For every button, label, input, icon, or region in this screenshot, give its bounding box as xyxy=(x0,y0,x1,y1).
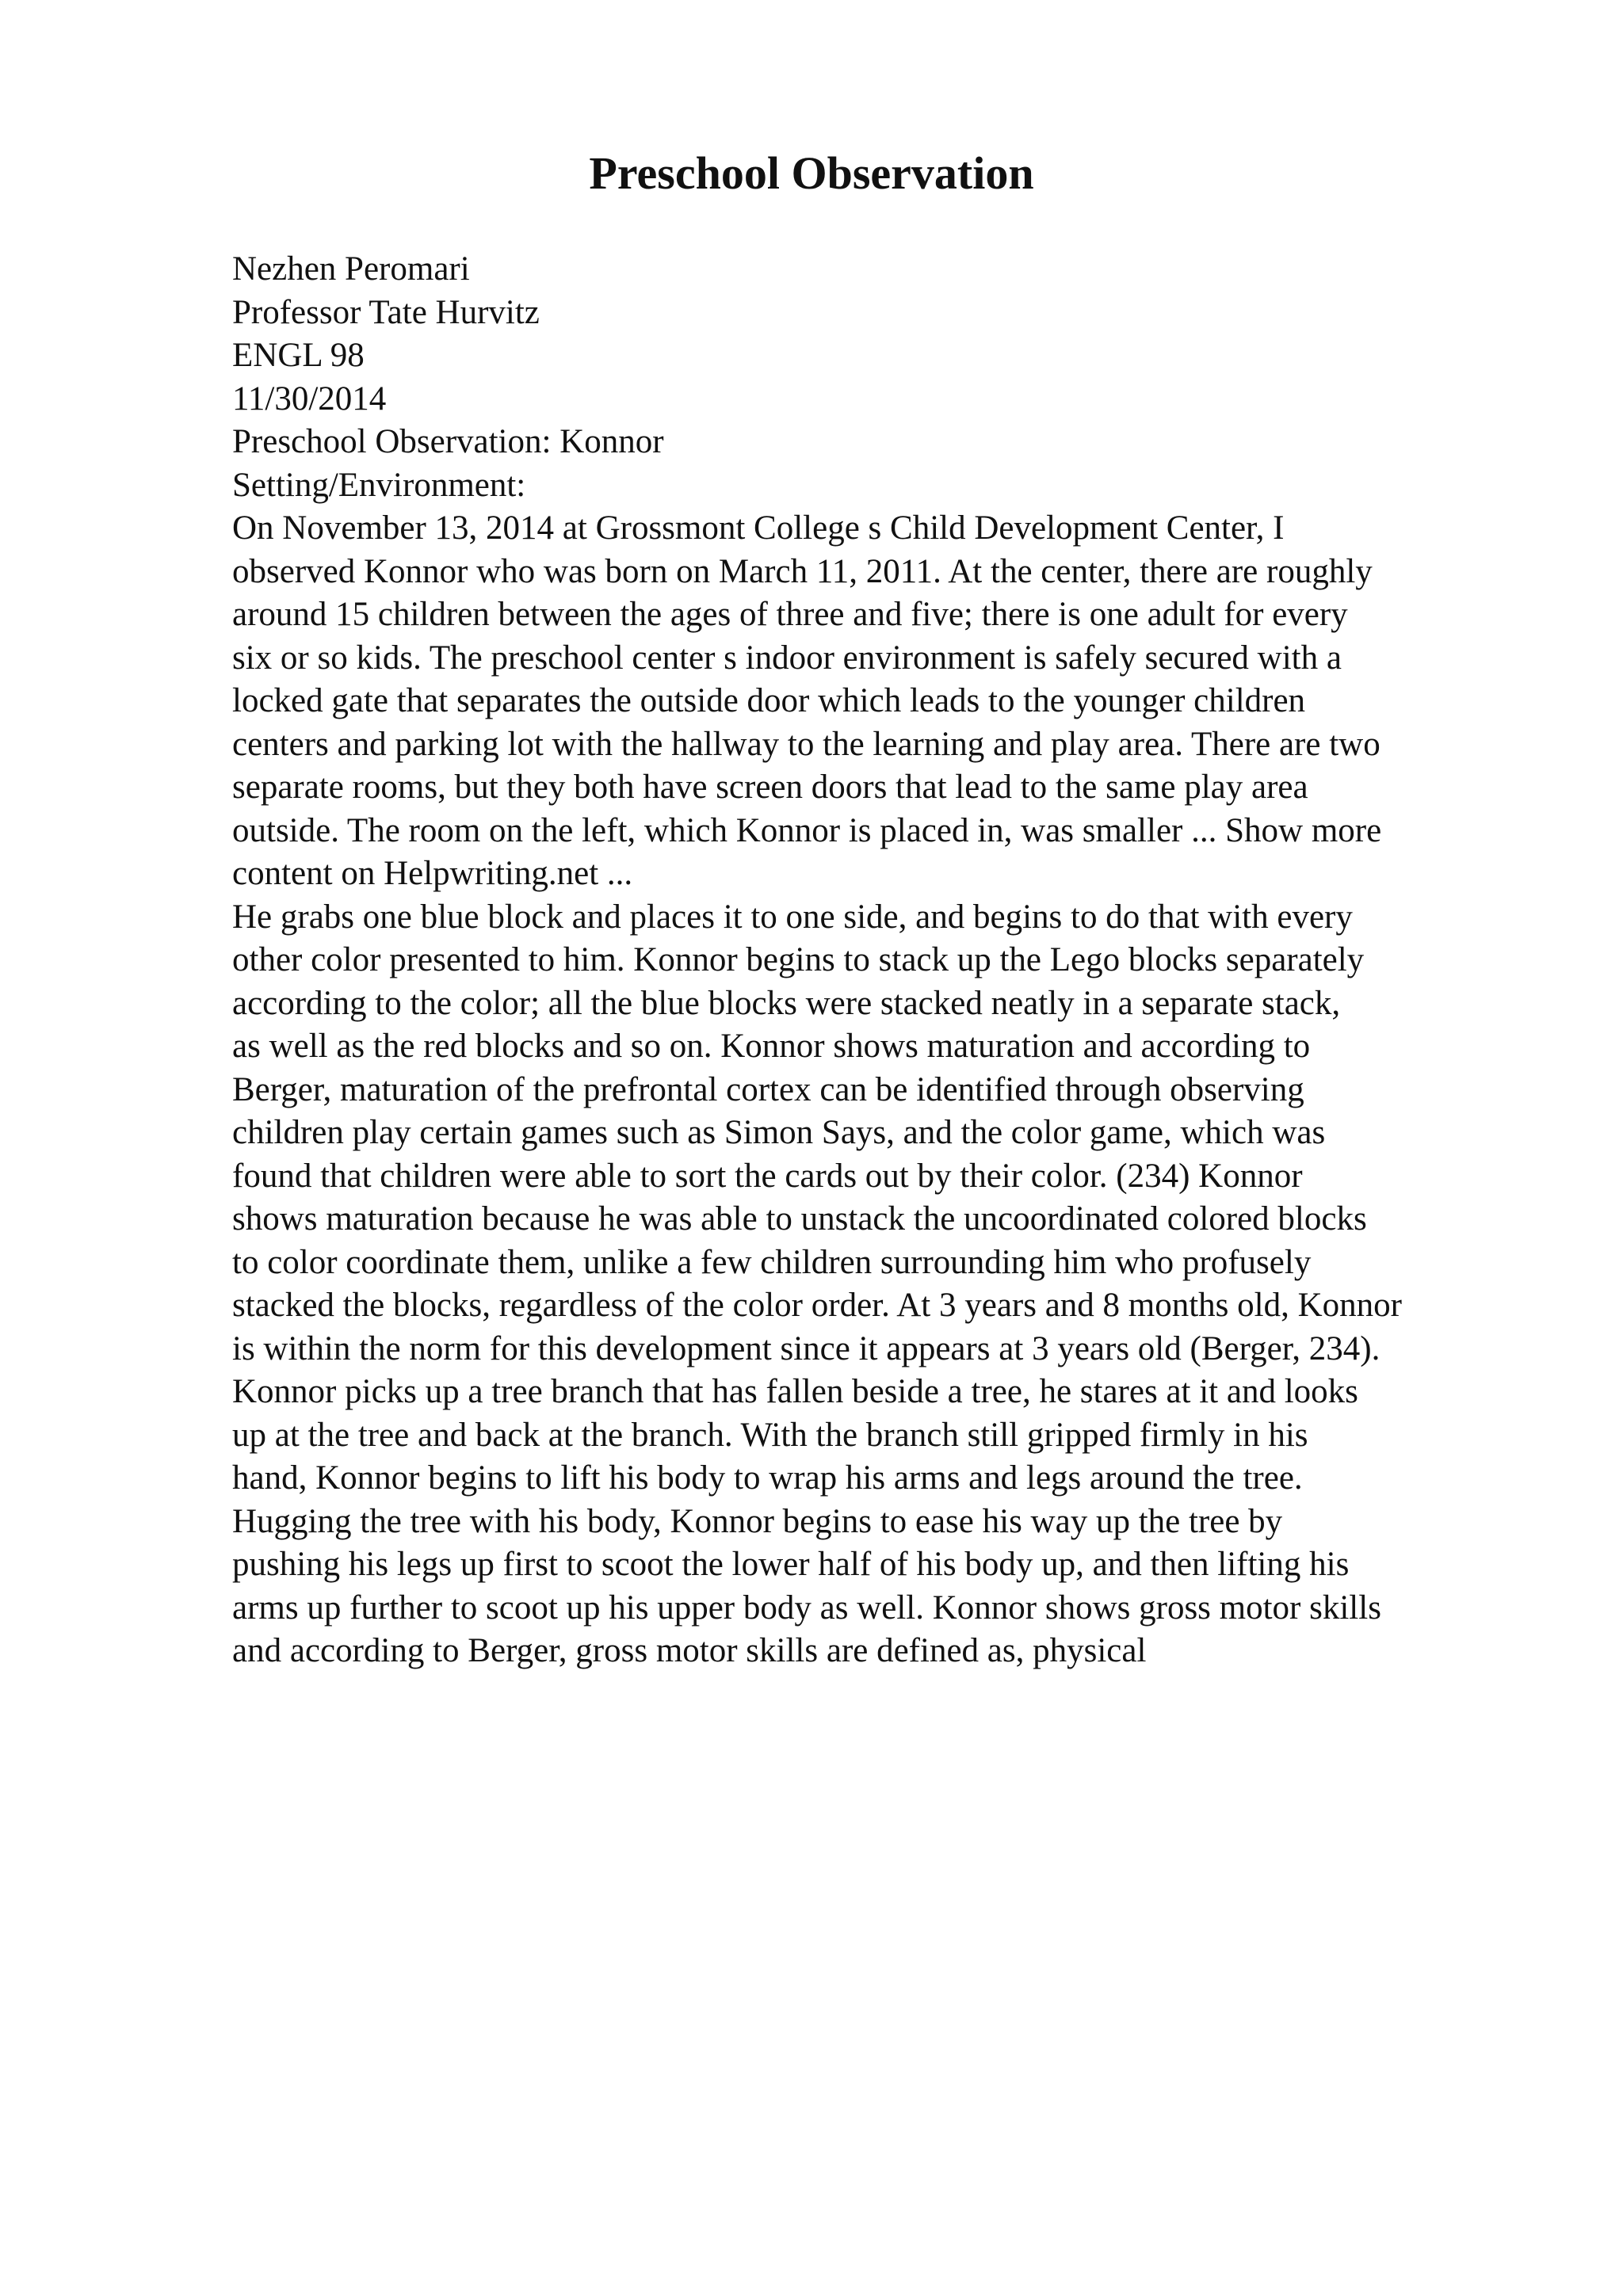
paragraph-line: Hugging the tree with his body, Konnor begins to ease his way up the tree by xyxy=(232,1502,1283,1540)
professor-line: Professor Tate Hurvitz xyxy=(232,293,540,331)
paragraph-line: around 15 children between the ages of three and five; there is one adult for every xyxy=(232,596,1348,633)
paragraph-line: six or so kids. The preschool center s indoor environment is safely secured with a xyxy=(232,639,1342,677)
paragraph-line: children play certain games such as Simon Says, and the color game, which was xyxy=(232,1114,1326,1151)
paragraph-line: separate rooms, but they both have screen doors that lead to the same play area xyxy=(232,769,1308,806)
paragraph-line: stacked the blocks, regardless of the color order. At 3 years and 8 months old, Konnor xyxy=(232,1287,1402,1324)
paragraph-line: found that children were able to sort the cards out by their color. (234) Konnor xyxy=(232,1157,1303,1195)
author-line: Nezhen Peromari xyxy=(232,250,470,288)
paragraph-line: centers and parking lot with the hallway to the learning and play area. There are two xyxy=(232,725,1381,763)
date-line: 11/30/2014 xyxy=(232,379,387,418)
document-title: Preschool Observation xyxy=(589,147,1034,199)
paragraph-line: locked gate that separates the outside door which leads to the younger children xyxy=(232,682,1306,719)
paragraph-line: Konnor picks up a tree branch that has fallen beside a tree, he stares at it and looks xyxy=(232,1373,1358,1410)
subtitle-line: Preschool Observation: Konnor xyxy=(232,423,664,460)
paragraph-line: shows maturation because he was able to unstack the uncoordinated colored blocks xyxy=(232,1200,1367,1238)
paragraph-line: pushing his legs up first to scoot the lower half of his body up, and then lifting his xyxy=(232,1546,1350,1583)
paragraph-line: is within the norm for this development since it appears at 3 years old (Berger, 234). xyxy=(232,1329,1381,1367)
paragraph-line: other color presented to him. Konnor begins to stack up the Lego blocks separately xyxy=(232,941,1365,978)
paragraph-line: and according to Berger, gross motor skills are defined as, physical xyxy=(232,1632,1147,1669)
paragraph-line: to color coordinate them, unlike a few children surrounding him who profusely xyxy=(232,1243,1312,1281)
paragraph-line: hand, Konnor begins to lift his body to wrap his arms and legs around the tree. xyxy=(232,1459,1303,1497)
paragraph-line: up at the tree and back at the branch. With the branch still gripped firmly in his xyxy=(232,1416,1308,1454)
document-body xyxy=(232,248,1548,1673)
paragraph-line: On November 13, 2014 at Grossmont College s Child Development Center, I xyxy=(232,509,1285,547)
paragraph-line: Berger, maturation of the prefrontal cortex can be identified through observing xyxy=(232,1070,1304,1108)
section-heading: Setting/Environment: xyxy=(232,466,526,504)
paragraph-line: according to the color; all the blue blocks were stacked neatly in a separate stack, xyxy=(232,984,1341,1022)
paragraph-line: He grabs one blue block and places it to one side, and begins to do that with every xyxy=(232,898,1353,936)
paragraph-line: arms up further to scoot up his upper body as well. Konnor shows gross motor skills xyxy=(232,1589,1381,1627)
paragraph-line: observed Konnor who was born on March 11, 2011. At the center, there are roughly xyxy=(232,552,1373,590)
paragraph-line: as well as the red blocks and so on. Konnor shows maturation and according to xyxy=(232,1028,1311,1065)
paragraph-line: outside. The room on the left, which Konnor is placed in, was smaller ... Show more xyxy=(232,811,1382,849)
paragraph-line: content on Helpwriting.net ... xyxy=(232,855,633,892)
course-line: ENGL 98 xyxy=(232,337,365,374)
